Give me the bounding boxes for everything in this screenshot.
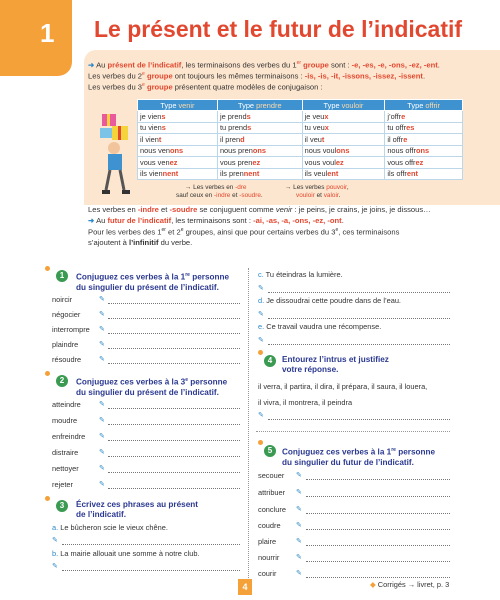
pencil-icon: ✎ xyxy=(296,538,302,545)
table-cell: tu viens xyxy=(138,122,218,134)
exercise-4-line-2[interactable]: il vivra, il montrera, il peindra xyxy=(258,398,353,407)
verb-label: nettoyer xyxy=(52,464,79,473)
verb-label: plaindre xyxy=(52,340,79,349)
pencil-icon: ✎ xyxy=(99,433,105,440)
sentence-c: c. Tu éteindras la lumière. xyxy=(258,270,343,279)
diamond-icon: ◆ xyxy=(370,580,376,589)
table-cell: il vient xyxy=(138,134,218,146)
rule-line-4: Les verbes en -indre et -soudre se conjuguent comme venir : je peins, je crains, je joins, je dissous… xyxy=(88,205,431,214)
table-row xyxy=(138,168,463,180)
table-row xyxy=(138,122,463,134)
pencil-icon: ✎ xyxy=(99,311,105,318)
table-cell: ils viennent xyxy=(138,168,218,180)
rule-line-6: Pour les verbes des 1er et 2e groupes, ainsi que pour certains verbes du 3e, ces terminaisons xyxy=(88,227,400,237)
table-cell: j’offre xyxy=(385,111,463,123)
table-note-1: → Les verbes en -dre xyxy=(185,184,247,191)
answer-line[interactable] xyxy=(306,496,450,497)
answer-line[interactable] xyxy=(108,408,240,409)
table-cell: vous voulez xyxy=(302,157,385,169)
table-cell: vous venez xyxy=(138,157,218,169)
verb-label: plaire xyxy=(258,537,277,546)
answers-reference[interactable]: ◆ Corrigés → livret, p. 3 xyxy=(370,580,450,589)
answer-line[interactable] xyxy=(62,570,240,571)
table-cell: nous offrons xyxy=(385,145,463,157)
table-cell: il offre xyxy=(385,134,463,146)
answer-line[interactable] xyxy=(108,472,240,473)
table-cell: tu prends xyxy=(217,122,302,134)
pencil-icon: ✎ xyxy=(296,522,302,529)
pencil-icon: ✎ xyxy=(99,296,105,303)
answer-line[interactable] xyxy=(62,544,240,545)
exercise-title: Écrivez ces phrases au présent de l’indicatif. xyxy=(76,500,198,519)
answer-line[interactable] xyxy=(306,577,450,578)
column-header: Type venir xyxy=(138,100,218,111)
column-header: Type vouloir xyxy=(302,100,385,111)
pencil-icon: ✎ xyxy=(99,465,105,472)
conjugation-table xyxy=(137,99,463,180)
table-note-2: → Les verbes pouvoir, xyxy=(285,184,349,191)
answer-line[interactable] xyxy=(108,333,240,334)
table-row xyxy=(138,134,463,146)
gift-carrier-illustration-icon xyxy=(98,110,132,200)
verb-label: nourrir xyxy=(258,553,280,562)
pencil-icon: ✎ xyxy=(296,554,302,561)
answer-line[interactable] xyxy=(268,292,450,293)
answer-line[interactable] xyxy=(108,318,240,319)
table-row xyxy=(138,145,463,157)
verb-label: négocier xyxy=(52,310,81,319)
answer-line[interactable] xyxy=(306,545,450,546)
table-cell: ils prennent xyxy=(217,168,302,180)
exercise-dot-icon xyxy=(45,266,50,271)
pencil-icon: ✎ xyxy=(52,563,58,570)
table-cell: vous offrez xyxy=(385,157,463,169)
verb-label: enfreindre xyxy=(52,432,86,441)
exercise-number: 4 xyxy=(264,355,276,367)
chapter-tab xyxy=(0,0,72,76)
rule-line-5: ➜ Au futur de l’indicatif, les terminaisons sont : -ai, -as, -a, -ons, -ez, -ont. xyxy=(88,216,344,225)
column-header: Type prendre xyxy=(217,100,302,111)
exercise-title: Conjuguez ces verbes à la 3e personne du singulier du présent de l’indicatif. xyxy=(76,377,228,397)
verb-label: attribuer xyxy=(258,488,286,497)
pencil-icon: ✎ xyxy=(296,570,302,577)
exercise-number: 2 xyxy=(56,375,68,387)
table-cell: il veut xyxy=(302,134,385,146)
table-cell: nous venons xyxy=(138,145,218,157)
exercise-number: 3 xyxy=(56,500,68,512)
answer-line[interactable] xyxy=(108,456,240,457)
answer-line[interactable] xyxy=(268,419,450,420)
verb-label: secouer xyxy=(258,471,285,480)
verb-label: moudre xyxy=(52,416,78,425)
table-cell: tu offres xyxy=(385,122,463,134)
pencil-icon: ✎ xyxy=(258,285,264,292)
exercise-dot-icon xyxy=(258,440,263,445)
verb-label: atteindre xyxy=(52,400,81,409)
table-cell: ils offrent xyxy=(385,168,463,180)
pencil-icon: ✎ xyxy=(52,537,58,544)
verb-label: distraire xyxy=(52,448,79,457)
table-note-1b: sauf ceux en -indre et -soudre. xyxy=(176,192,263,199)
answer-line[interactable] xyxy=(306,529,450,530)
exercise-dot-icon xyxy=(45,496,50,501)
verb-label: interrompre xyxy=(52,325,90,334)
exercise-number: 1 xyxy=(56,270,68,282)
pencil-icon: ✎ xyxy=(99,326,105,333)
table-cell: je viens xyxy=(138,111,218,123)
table-cell: ils veulent xyxy=(302,168,385,180)
rule-line-1: ➜ Au présent de l’indicatif, les terminaisons des verbes du 1er groupe sont : -e, -es, -e, -ons, -ez, -ent. xyxy=(88,60,440,70)
answer-line[interactable] xyxy=(108,363,240,364)
verb-label: coudre xyxy=(258,521,281,530)
rule-line-3: Les verbes du 3e groupe présentent quatre modèles de conjugaison : xyxy=(88,82,323,92)
verb-label: rejeter xyxy=(52,480,73,489)
pencil-icon: ✎ xyxy=(99,356,105,363)
rule-line-2: Les verbes du 2e groupe ont toujours les mêmes terminaisons : -is, -is, -it, -issons, -issez, -issent. xyxy=(88,71,426,81)
pencil-icon: ✎ xyxy=(99,401,105,408)
page-title: Le présent et le futur de l’indicatif xyxy=(94,16,463,42)
pencil-icon: ✎ xyxy=(99,417,105,424)
sentence-e: e. Ce travail vaudra une récompense. xyxy=(258,322,382,331)
answer-line[interactable] xyxy=(306,513,450,514)
exercise-number: 5 xyxy=(264,445,276,457)
table-cell: nous voulons xyxy=(302,145,385,157)
exercise-dot-icon xyxy=(258,350,263,355)
column-divider xyxy=(248,268,249,586)
verb-label: courir xyxy=(258,569,277,578)
table-row xyxy=(138,157,463,169)
table-cell: il prend xyxy=(217,134,302,146)
verb-label: noircir xyxy=(52,295,73,304)
pencil-icon: ✎ xyxy=(258,311,264,318)
column-header: Type offrir xyxy=(385,100,463,111)
answer-line[interactable] xyxy=(306,479,450,480)
rule-line-7: s’ajoutent à l’infinitif du verbe. xyxy=(88,238,193,247)
table-row xyxy=(138,111,463,123)
pencil-icon: ✎ xyxy=(99,449,105,456)
sentence-a: a. Le bûcheron scie le vieux chêne. xyxy=(52,523,168,532)
exercise-title: Conjuguez ces verbes à la 1re personne du singulier du futur de l’indicatif. xyxy=(282,447,436,467)
table-cell: nous prenons xyxy=(217,145,302,157)
table-cell: vous prenez xyxy=(217,157,302,169)
answer-line[interactable] xyxy=(108,348,240,349)
pencil-icon: ✎ xyxy=(258,337,264,344)
answer-line[interactable] xyxy=(268,344,450,345)
answer-line[interactable] xyxy=(108,440,240,441)
table-cell: je veux xyxy=(302,111,385,123)
chapter-number: 1 xyxy=(40,18,55,48)
answer-line[interactable] xyxy=(108,488,240,489)
sentence-b: b. La mairie allouait une somme à notre club. xyxy=(52,549,200,558)
arrow-icon: ➜ xyxy=(88,216,95,225)
pencil-icon: ✎ xyxy=(296,489,302,496)
exercise-4-line-1[interactable]: il verra, il partira, il dira, il prépara, il saura, il louera, xyxy=(258,382,428,391)
answer-line[interactable] xyxy=(108,303,240,304)
pencil-icon: ✎ xyxy=(296,506,302,513)
table-note-2b: vouloir et valoir. xyxy=(296,192,341,199)
sentence-d: d. Je dissoudrai cette poudre dans de l’eau. xyxy=(258,296,401,305)
exercise-title: Conjuguez ces verbes à la 1re personne du singulier du présent de l’indicatif. xyxy=(76,272,230,292)
exercise-dot-icon xyxy=(45,371,50,376)
table-cell: je prends xyxy=(217,111,302,123)
pencil-icon: ✎ xyxy=(99,341,105,348)
pencil-icon: ✎ xyxy=(296,472,302,479)
verb-label: conclure xyxy=(258,505,286,514)
section-divider xyxy=(256,431,450,432)
answer-line[interactable] xyxy=(268,318,450,319)
table-cell: tu veux xyxy=(302,122,385,134)
verb-label: résoudre xyxy=(52,355,82,364)
answer-line[interactable] xyxy=(108,424,240,425)
page-number: 4 xyxy=(238,579,252,595)
arrow-icon: ➜ xyxy=(88,60,95,70)
pencil-icon: ✎ xyxy=(258,412,264,419)
pencil-icon: ✎ xyxy=(99,481,105,488)
answer-line[interactable] xyxy=(306,561,450,562)
exercise-title: Entourez l’intrus et justifiez votre réponse. xyxy=(282,355,389,374)
